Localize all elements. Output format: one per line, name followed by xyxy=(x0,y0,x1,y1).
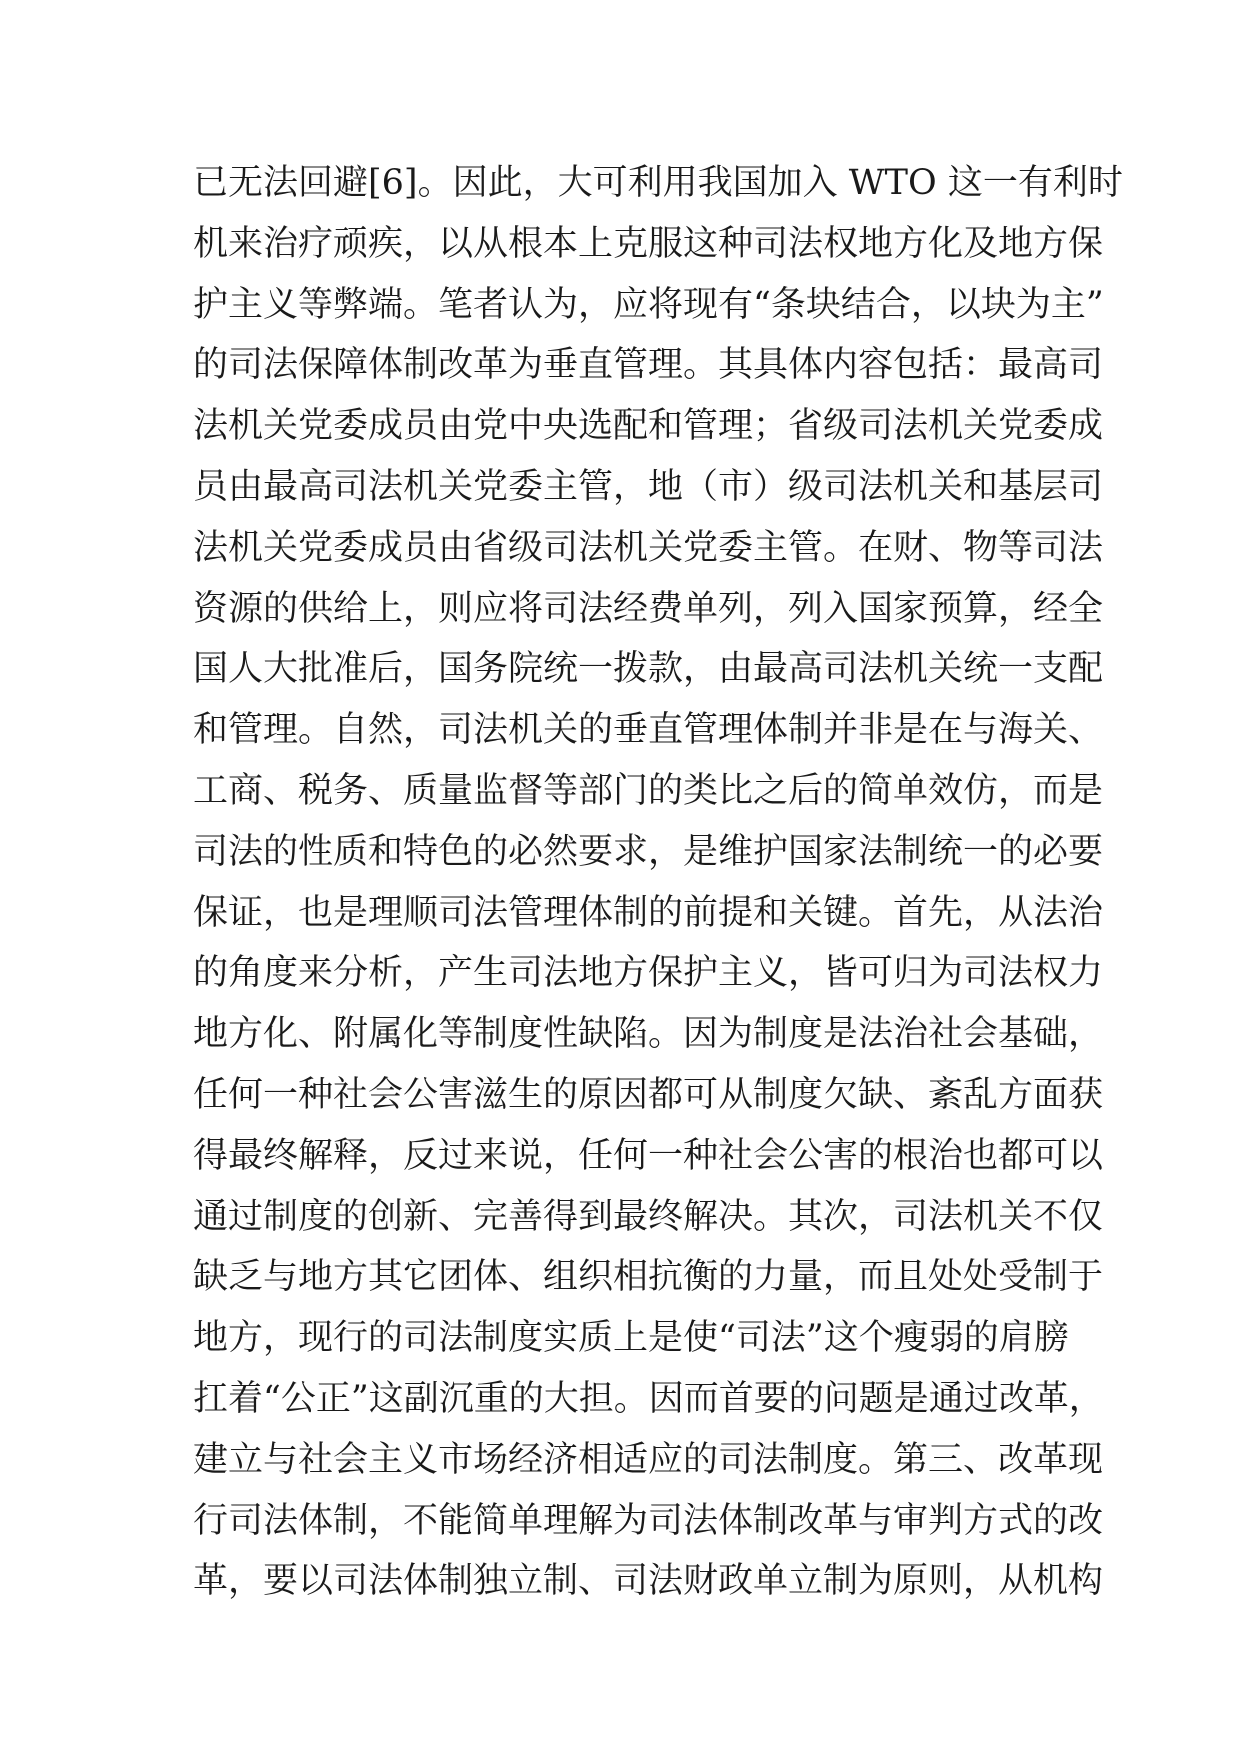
text-line: 任何一种社会公害滋生的原因都可从制度欠缺、紊乱方面获 xyxy=(193,1074,1104,1115)
text-line: 已无法回避[6]。因此，大可利用我国加入 WTO 这一有利时 xyxy=(193,163,1123,203)
text-line: 的司法保障体制改革为垂直管理。其具体内容包括：最高司 xyxy=(193,345,1104,386)
text-line: 扛着“公正”这副沉重的大担。因而首要的问题是通过改革， xyxy=(193,1378,1104,1419)
text-line: 通过制度的创新、完善得到最终解决。其次，司法机关不仅 xyxy=(193,1196,1104,1237)
text-line: 和管理。自然，司法机关的垂直管理体制并非是在与海关、 xyxy=(193,710,1104,751)
text-line: 缺乏与地方其它团体、组织相抗衡的力量，而且处处受制于 xyxy=(193,1257,1104,1298)
text-line: 员由最高司法机关党委主管，地（市）级司法机关和基层司 xyxy=(193,466,1104,507)
text-line: 工商、税务、质量监督等部门的类比之后的简单效仿，而是 xyxy=(193,770,1104,811)
text-line: 行司法体制，不能简单理解为司法体制改革与审判方式的改 xyxy=(193,1500,1104,1541)
text-line: 机来治疗顽疾，以从根本上克服这种司法权地方化及地方保 xyxy=(193,223,1104,264)
text-line: 法机关党委成员由党中央选配和管理；省级司法机关党委成 xyxy=(193,406,1104,447)
text-line: 地方，现行的司法制度实质上是使“司法”这个瘦弱的肩膀 xyxy=(193,1318,1069,1359)
text-line: 地方化、附属化等制度性缺陷。因为制度是法治社会基础， xyxy=(193,1014,1104,1055)
text-line: 司法的性质和特色的必然要求，是维护国家法制统一的必要 xyxy=(193,831,1104,872)
text-line: 护主义等弊端。笔者认为，应将现有“条块结合，以块为主” xyxy=(193,284,1104,325)
text-line: 法机关党委成员由省级司法机关党委主管。在财、物等司法 xyxy=(193,527,1104,568)
text-line: 资源的供给上，则应将司法经费单列，列入国家预算，经全 xyxy=(193,588,1104,629)
body-text xyxy=(193,158,1123,1617)
text-line: 的角度来分析，产生司法地方保护主义，皆可归为司法权力 xyxy=(193,953,1104,994)
text-line: 得最终解释，反过来说，任何一种社会公害的根治也都可以 xyxy=(193,1135,1104,1176)
text-line: 革，要以司法体制独立制、司法财政单立制为原则，从机构 xyxy=(193,1561,1104,1602)
text-line: 建立与社会主义市场经济相适应的司法制度。第三、改革现 xyxy=(193,1439,1104,1480)
text-line: 国人大批准后，国务院统一拨款，由最高司法机关统一支配 xyxy=(193,649,1104,690)
text-line: 保证，也是理顺司法管理体制的前提和关键。首先，从法治 xyxy=(193,892,1104,933)
